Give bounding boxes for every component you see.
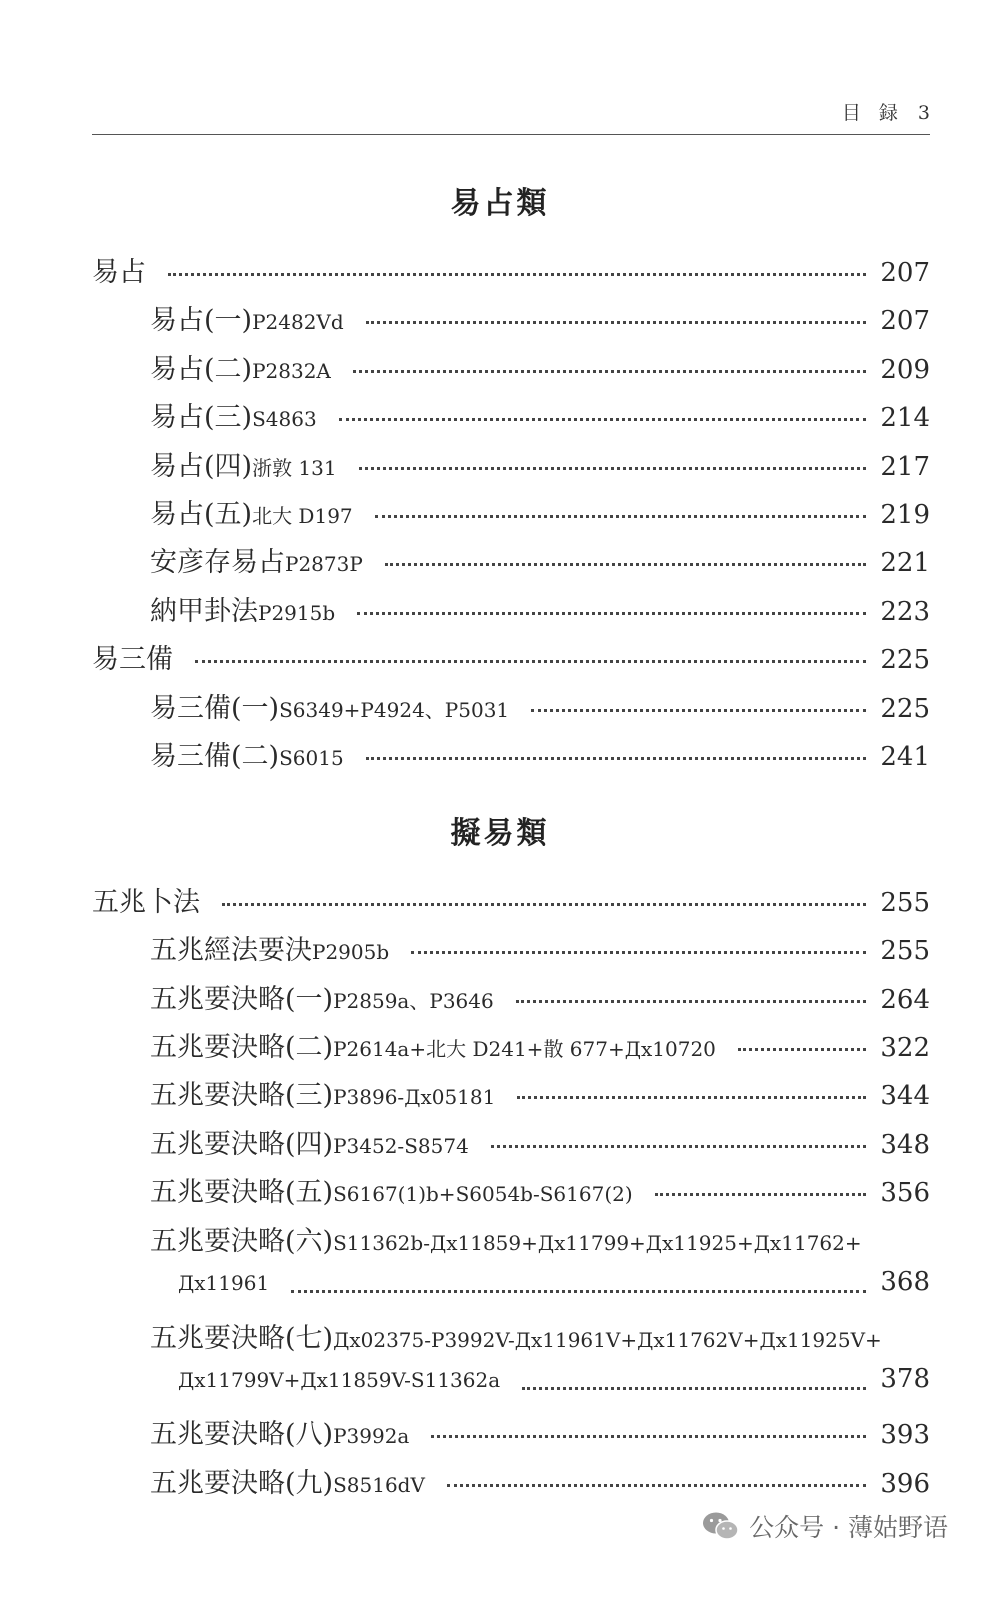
toc-entry[interactable]	[150, 1412, 930, 1452]
section-title: 易占類	[450, 186, 550, 221]
entry-page: 356	[880, 1178, 930, 1208]
entry-page: 378	[880, 1364, 930, 1394]
entry-page: 209	[880, 355, 930, 385]
toc-entry-first-line[interactable]	[150, 1219, 930, 1259]
page-number: 3	[917, 102, 930, 124]
entry-page: 219	[880, 500, 930, 530]
entry-page: 225	[880, 694, 930, 724]
header-title: 目 録	[841, 102, 904, 124]
toc-entry-continuation[interactable]	[178, 1267, 930, 1307]
toc-entry[interactable]	[150, 1461, 930, 1501]
toc-entry[interactable]	[150, 1025, 930, 1065]
leader-dots	[447, 1484, 866, 1487]
leader-dots	[516, 1000, 867, 1003]
entry-siglum: S6167(1)b+S6054b-S6167(2)	[333, 1182, 633, 1206]
entry-title: 五兆要決略(一)	[150, 984, 334, 1015]
toc-entry[interactable]	[92, 637, 930, 677]
toc-entry[interactable]	[150, 395, 930, 435]
running-header	[842, 98, 930, 125]
entry-page: 344	[880, 1081, 930, 1111]
entry-page: 241	[880, 742, 930, 772]
entry-siglum: S6349+P4924、P5031	[279, 698, 510, 722]
entry-page: 255	[880, 888, 930, 918]
entry-title: 易占(四)	[150, 451, 253, 482]
leader-dots	[353, 370, 866, 373]
entry-siglum: S8516dV	[333, 1473, 425, 1497]
entry-title: 易占(三)	[150, 402, 253, 433]
entry-siglum: P2859a、P3646	[333, 989, 494, 1013]
leader-dots	[655, 1193, 867, 1196]
entry-siglum-continued: Дх11799V+Дх11859V-S11362a	[178, 1368, 501, 1392]
entry-title: 五兆要決略(六)	[150, 1226, 334, 1257]
entry-page: 393	[880, 1420, 930, 1450]
entry-title: 五兆卜法	[92, 887, 200, 918]
leader-dots	[222, 903, 866, 906]
leader-dots	[339, 418, 867, 421]
entry-title: 五兆要決略(八)	[150, 1419, 334, 1450]
leader-dots	[375, 515, 867, 518]
entry-siglum: P2905b	[312, 940, 390, 964]
entry-page: 207	[880, 306, 930, 336]
leader-dots	[366, 757, 867, 760]
toc-entry[interactable]	[150, 686, 930, 726]
entry-title: 五兆要決略(三)	[150, 1080, 334, 1111]
entry-title: 納甲卦法	[150, 596, 258, 627]
entry-siglum: P2873P	[285, 552, 363, 576]
toc-entry[interactable]	[150, 977, 930, 1017]
toc-entry[interactable]	[150, 347, 930, 387]
entry-siglum: 北大 D197	[252, 504, 353, 528]
leader-dots	[168, 273, 866, 276]
entry-page: 368	[880, 1267, 930, 1297]
entry-siglum: Дх02375-P3992V-Дх11961V+Дх11762V+Дх11925V+	[333, 1328, 882, 1352]
leader-dots	[385, 563, 867, 566]
entry-page: 322	[880, 1033, 930, 1063]
entry-siglum: P2832A	[252, 359, 331, 383]
entry-page: 214	[880, 403, 930, 433]
entry-title: 易占(一)	[150, 305, 253, 336]
entry-siglum: 浙敦 131	[252, 456, 337, 480]
entry-page: 264	[880, 985, 930, 1015]
entry-siglum: P2915b	[258, 601, 336, 625]
leader-dots	[738, 1048, 866, 1051]
toc-entry[interactable]	[92, 250, 930, 290]
entry-siglum: S4863	[252, 407, 317, 431]
leader-dots	[517, 1096, 866, 1099]
toc-entry[interactable]	[150, 540, 930, 580]
watermark	[701, 1508, 948, 1544]
toc-entry[interactable]	[150, 589, 930, 629]
entry-siglum: P2482Vd	[252, 310, 344, 334]
leader-dots	[357, 612, 866, 615]
entry-page: 207	[880, 258, 930, 288]
entry-siglum: P3452-S8574	[333, 1134, 469, 1158]
watermark-text: 公众号 · 薄姑野语	[749, 1513, 948, 1542]
toc-entry[interactable]	[92, 880, 930, 920]
entry-page: 223	[880, 597, 930, 627]
entry-page: 255	[880, 936, 930, 966]
entry-title: 易三備(一)	[150, 693, 280, 724]
leader-dots	[411, 951, 866, 954]
entry-page: 348	[880, 1130, 930, 1160]
entry-title: 易三備(二)	[150, 741, 280, 772]
leader-dots	[522, 1387, 866, 1390]
toc-entry[interactable]	[150, 928, 930, 968]
entry-title: 五兆要決略(五)	[150, 1177, 334, 1208]
entry-title: 五兆要決略(四)	[150, 1129, 334, 1160]
entry-title: 易三備	[92, 644, 173, 675]
leader-dots	[195, 660, 866, 663]
entry-title: 五兆經法要決	[150, 935, 312, 966]
page-header	[92, 98, 930, 135]
toc-entry-continuation[interactable]	[178, 1364, 930, 1404]
entry-title: 安彦存易占	[150, 547, 285, 578]
section-title: 擬易類	[450, 816, 550, 851]
entry-page: 396	[880, 1469, 930, 1499]
entry-title: 易占(五)	[150, 499, 253, 530]
entry-siglum: P3992a	[333, 1424, 410, 1448]
entry-page: 225	[880, 645, 930, 675]
entry-title: 易占(二)	[150, 354, 253, 385]
toc-entry-first-line[interactable]	[150, 1316, 930, 1356]
entry-siglum-continued: Дх11961	[178, 1271, 270, 1295]
leader-dots	[366, 321, 867, 324]
entry-page: 221	[880, 548, 930, 578]
entry-title: 易占	[92, 257, 146, 288]
entry-title: 五兆要決略(二)	[150, 1032, 334, 1063]
toc-entry[interactable]	[150, 444, 930, 484]
wechat-icon	[701, 1510, 741, 1542]
toc-entry[interactable]	[150, 492, 930, 532]
leader-dots	[431, 1435, 866, 1438]
entry-siglum: S11362b-Дх11859+Дх11799+Дх11925+Дх11762+	[333, 1231, 862, 1255]
entry-siglum: P2614a+北大 D241+散 677+Дх10720	[333, 1037, 716, 1061]
leader-dots	[291, 1290, 866, 1293]
entry-siglum: S6015	[279, 746, 344, 770]
leader-dots	[531, 709, 866, 712]
leader-dots	[491, 1145, 867, 1148]
entry-page: 217	[880, 452, 930, 482]
entry-title: 五兆要決略(九)	[150, 1468, 334, 1499]
toc-entry[interactable]	[150, 298, 930, 338]
entry-siglum: P3896-Дх05181	[333, 1085, 496, 1109]
toc-entry[interactable]	[150, 1073, 930, 1113]
entry-title: 五兆要決略(七)	[150, 1323, 334, 1354]
toc-entry[interactable]	[150, 1122, 930, 1162]
toc-entry[interactable]	[150, 734, 930, 774]
leader-dots	[359, 467, 867, 470]
toc-entry[interactable]	[150, 1170, 930, 1210]
